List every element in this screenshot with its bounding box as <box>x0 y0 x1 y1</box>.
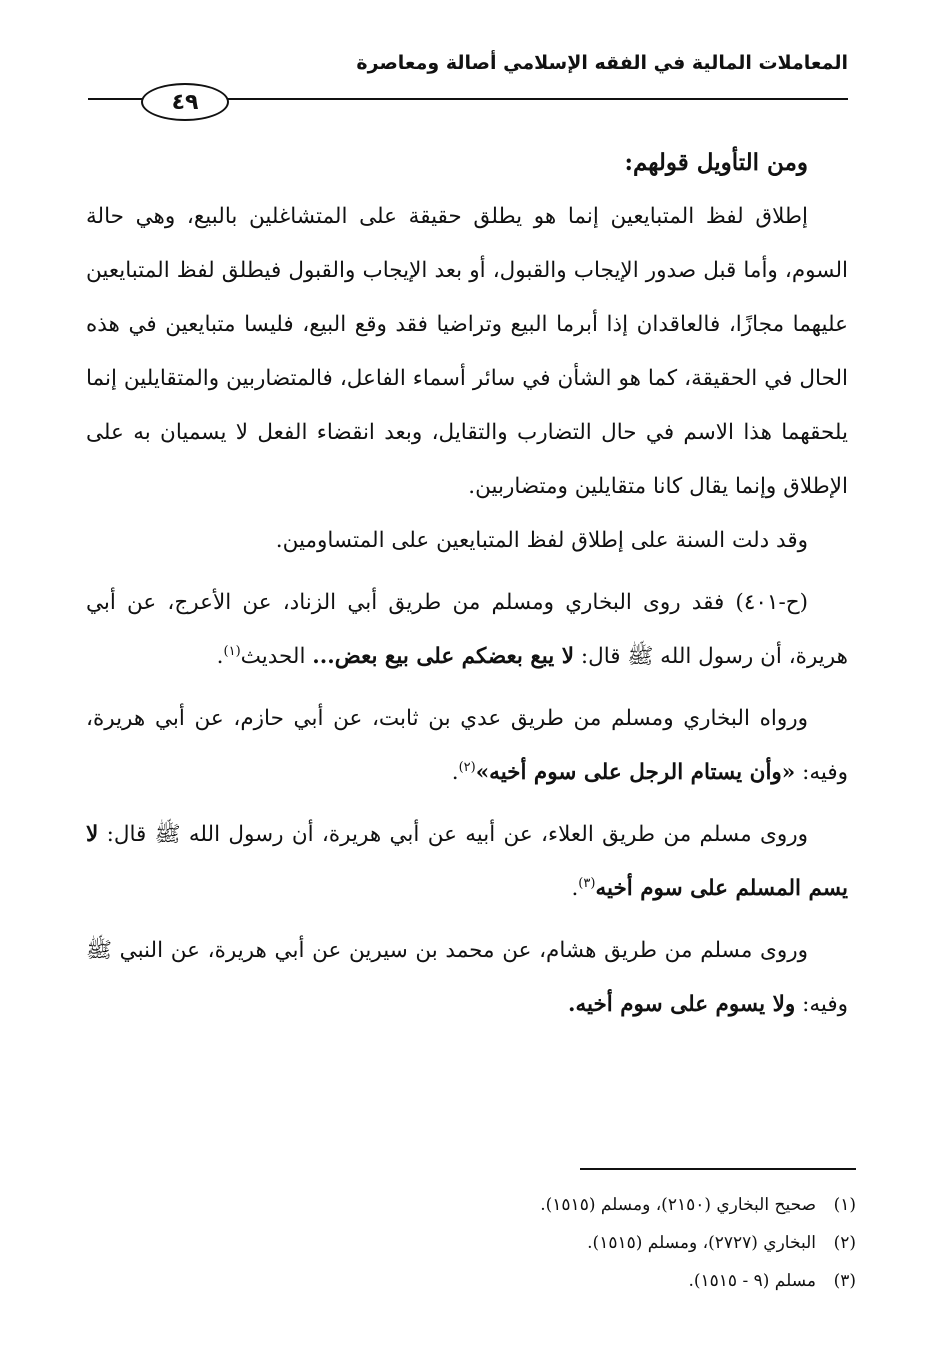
running-title: المعاملات المالية في الفقه الإسلامي أصالة ومعاصرة <box>356 52 848 74</box>
section-heading: ومن التأويل قولهم: <box>624 149 808 176</box>
footnote-number: (١) <box>833 1195 856 1215</box>
paragraph-definition: إطلاق لفظ المتبايعين إنما هو يطلق حقيقة على المتشاغلين بالبيع، وهي حالة السوم، وأما قبل صدور الإيجاب والقبول، أو بعد الإيجاب والقبول فيطلق لفظ المتبايعين عليهما مجازًا، فالعاقدان إذا أبرما البيع وتراضيا فقد وقع البيع، فليسا متبايعين في هذه الحال في الحقيقة، كما هو الشأن في سائر أسماء الفاعل، فالمتضاربين والمتقايلين إنما يلحقهما هذا الاسم في حال التضارب والتقايل، وبعد انقضاء الفعل لا يسميان به على الإطلاق وإنما يقال كانا متقايلين ومتضاربين. <box>86 204 848 499</box>
footnote-text: صحيح البخاري (٢١٥٠)، ومسلم (١٥١٥). <box>540 1195 816 1215</box>
footnote-item <box>86 1224 856 1262</box>
page-number: ٤٩ <box>141 83 229 121</box>
hadith-401-quote: لا يبع بعضكم على بيع بعض... <box>312 644 574 669</box>
muslim-alaa-text: وروى مسلم من طريق العلاء، عن أبيه عن أبي هريرة، أن رسول الله ﷺ قال: <box>106 822 808 847</box>
paragraph-muslim-hisham <box>86 924 848 1032</box>
paragraph-bukhari-muslim: ورواه البخاري ومسلم من طريق عدي بن ثابت، عن أبي حازم، عن أبي هريرة، وفيه: «وأن يستام الرجل على سوم أخيه»$^{(٢)}$. <box>86 706 848 785</box>
footnote-item <box>86 1262 856 1300</box>
bukhari-quote: «وأن يستام الرجل على سوم أخيه» <box>475 760 796 785</box>
footnote-number: (٣) <box>833 1271 856 1291</box>
muslim-alaa-quote: لا يسم المسلم على سوم أخيه <box>86 822 848 901</box>
footnote-number: (٢) <box>833 1233 856 1253</box>
paragraph-muslim-alaa: وروى مسلم من طريق العلاء، عن أبيه عن أبي هريرة، أن رسول الله ﷺ قال: لا يسم المسلم على سوم أخيه$^{(٣)}$. <box>86 822 848 901</box>
footnote-rule <box>580 1168 856 1170</box>
footnote-ref-3[interactable]: (٣) <box>578 875 596 891</box>
footnotes <box>86 1186 856 1300</box>
footnote-ref-2[interactable]: (٢) <box>458 759 476 775</box>
muslim-hisham-quote: ولا يسوم على سوم أخيه. <box>568 992 796 1017</box>
bukhari-text: ورواه البخاري ومسلم من طريق عدي بن ثابت، عن أبي حازم، عن أبي هريرة، وفيه: <box>86 706 848 785</box>
hadith-401-tail: الحديث <box>240 644 306 669</box>
main-text <box>86 136 848 1032</box>
footnote-item <box>86 1186 856 1224</box>
footnote-ref-1[interactable]: (١) <box>223 643 241 659</box>
paragraph-hadith-401: (ح-٤٠١) فقد روى البخاري ومسلم من طريق أبي الزناد، عن الأعرج، عن أبي هريرة، أن رسول الله ﷺ قال: لا يبع بعضكم على بيع بعض... الحديث$^{(١)}$. <box>86 590 848 669</box>
footnote-text: البخاري (٢٧٢٧)، ومسلم (١٥١٥). <box>587 1233 816 1253</box>
footnote-text: مسلم (٩ - ١٥١٥). <box>688 1271 816 1291</box>
muslim-hisham-text: وروى مسلم من طريق هشام، عن محمد بن سيرين عن أبي هريرة، عن النبي ﷺ وفيه: <box>86 938 848 1017</box>
hadith-401-text: (ح-٤٠١) فقد روى البخاري ومسلم من طريق أبي الزناد، عن الأعرج، عن أبي هريرة، أن رسول الله ﷺ قال: <box>86 590 848 669</box>
paragraph-sunnah: وقد دلت السنة على إطلاق لفظ المتبايعين على المتساومين. <box>275 528 808 553</box>
